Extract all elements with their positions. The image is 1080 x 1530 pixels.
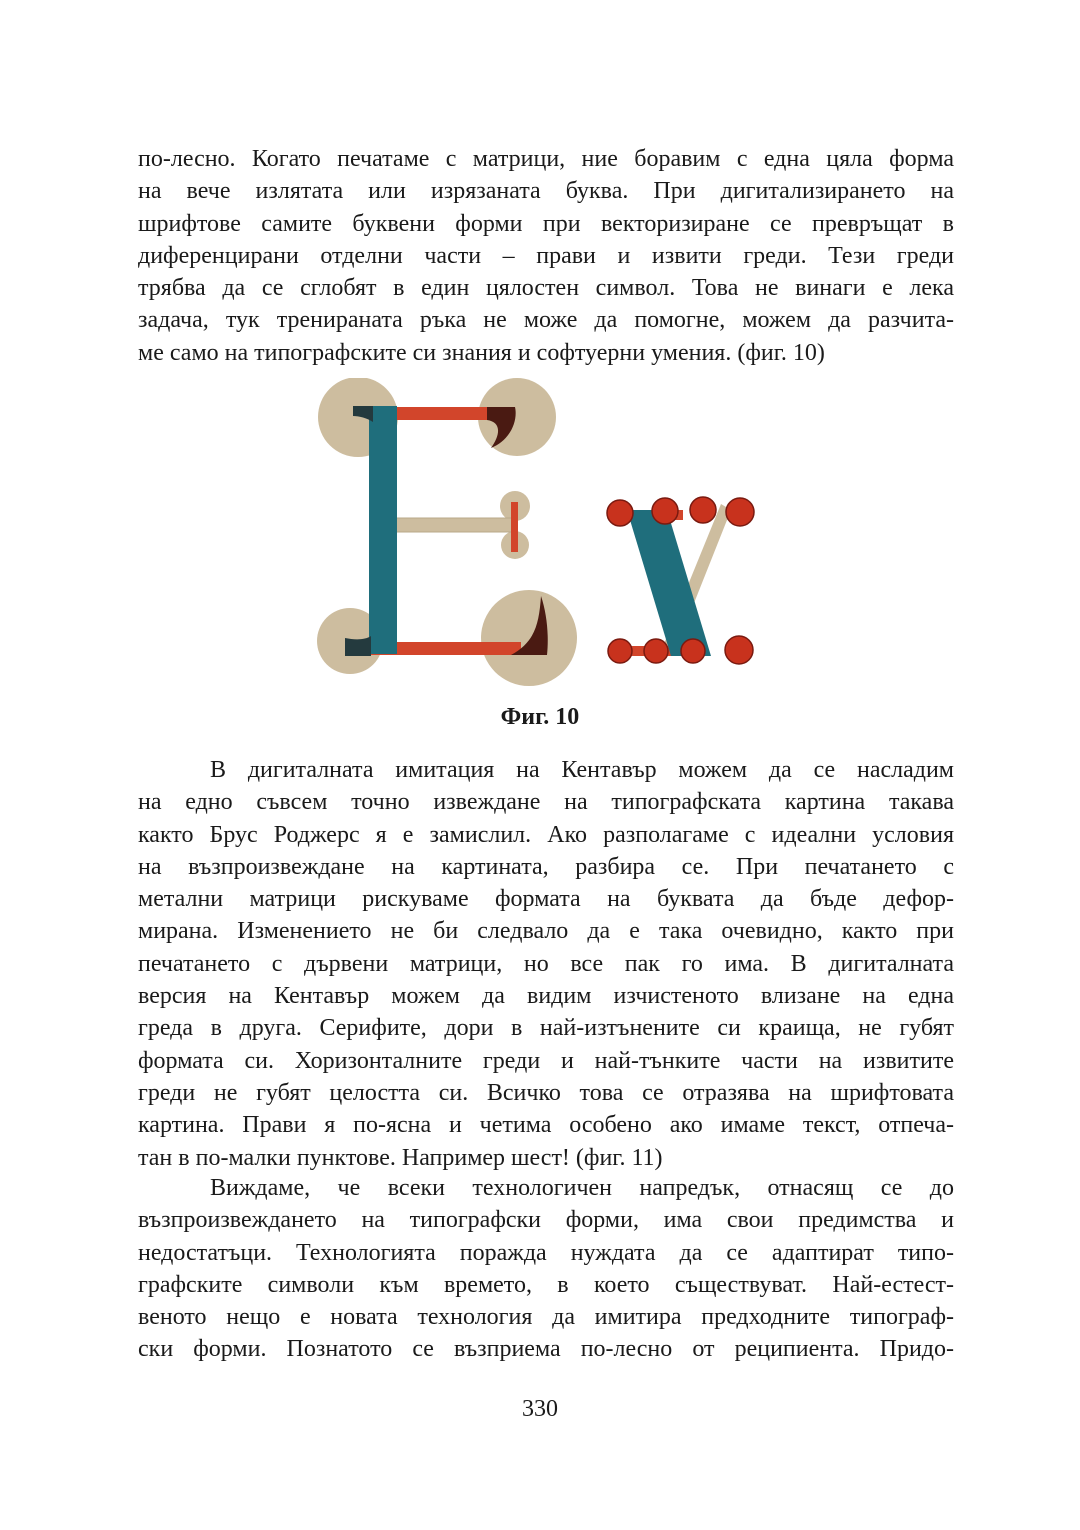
text-line: ски форми. Познатото се възприема по-лесно от реципиента. Придо- [138,1336,954,1363]
text-line: на едно съвсем точно извеждане на типографската картина такава [138,789,954,816]
text-line: греда в друга. Серифите, дори в най-изтънените си краища, не губят [138,1015,954,1042]
text-line: на вече излятата или изрязаната буква. При дигитализирането на [138,178,954,205]
text-line: задача, тук тренираната ръка не може да помогне, можем да разчита- [138,307,954,334]
ex-letterform-illustration [315,378,775,700]
text-line: Виждаме, че всеки технологичен напредък, отнасящ се до [210,1175,954,1201]
text-line: възпроизвеждането на типографски форми, има свои предимства и [138,1207,954,1234]
text-line: диференцирани отделни части – прави и извити греди. Тези греди [138,242,954,269]
text-line: греди не губят целостта си. Всичко това се отразява на шрифтовата [138,1079,954,1106]
e-middle-serif [511,502,518,552]
text-line: мирана. Изменението не би следвало да е така очевидно, както при [138,918,954,945]
text-line: графските символи към времето, в което съществуват. Най-естест- [138,1271,954,1298]
paragraph [138,1172,954,1366]
text-line: по-лесно. Когато печатаме с матрици, ние боравим с една цяла форма [138,146,954,172]
text-line: тан в по-малки пунктове. Например шест! (фиг. 11) [138,1144,663,1171]
page-number: 330 [522,1396,558,1422]
paragraph-continuation [138,143,954,369]
text-line: на възпроизвеждане на картината, разбира се. При печатането с [138,853,954,880]
figure-caption: Фиг. 10 [500,704,580,730]
text-line: картина. Прави я по-ясна и четима особено ако имаме текст, отпеча- [138,1112,954,1139]
text-line: недостатъци. Технологията поражда нуждата да се адаптират типо- [138,1239,954,1266]
figure-ex-letterforms [315,378,775,700]
text-line: трябва да се сглобят в един цялостен символ. Това не винаги е лека [138,275,954,302]
text-line: шрифтове самите буквени форми при векторизиране се превръщат в [138,210,954,237]
e-middle-bar [387,518,513,532]
text-line: В дигиталната имитация на Кентавър можем да се насладим [210,757,954,783]
paragraph [138,754,954,1174]
text-line: метални матрици рискуваме формата на буквата да бъде дефор- [138,886,954,913]
text-line: версия на Кентавър можем да видим изчистеното влизане на една [138,983,954,1010]
e-stem [369,406,397,654]
text-line: както Брус Роджерс я е замислил. Ако разполагаме с идеални условия [138,821,954,848]
text-line: формата си. Хоризонталните греди и най-тънките части на извитите [138,1047,954,1074]
text-line: печатането с дървени матрици, но все пак го има. В дигиталната [138,950,954,977]
text-line: веното нещо е новата технология да имитира предходните типограф- [138,1304,954,1331]
e-bottom-right-circle [481,590,577,686]
text-line: ме само на типографските си знания и софтуерни умения. (фиг. 10) [138,339,825,366]
